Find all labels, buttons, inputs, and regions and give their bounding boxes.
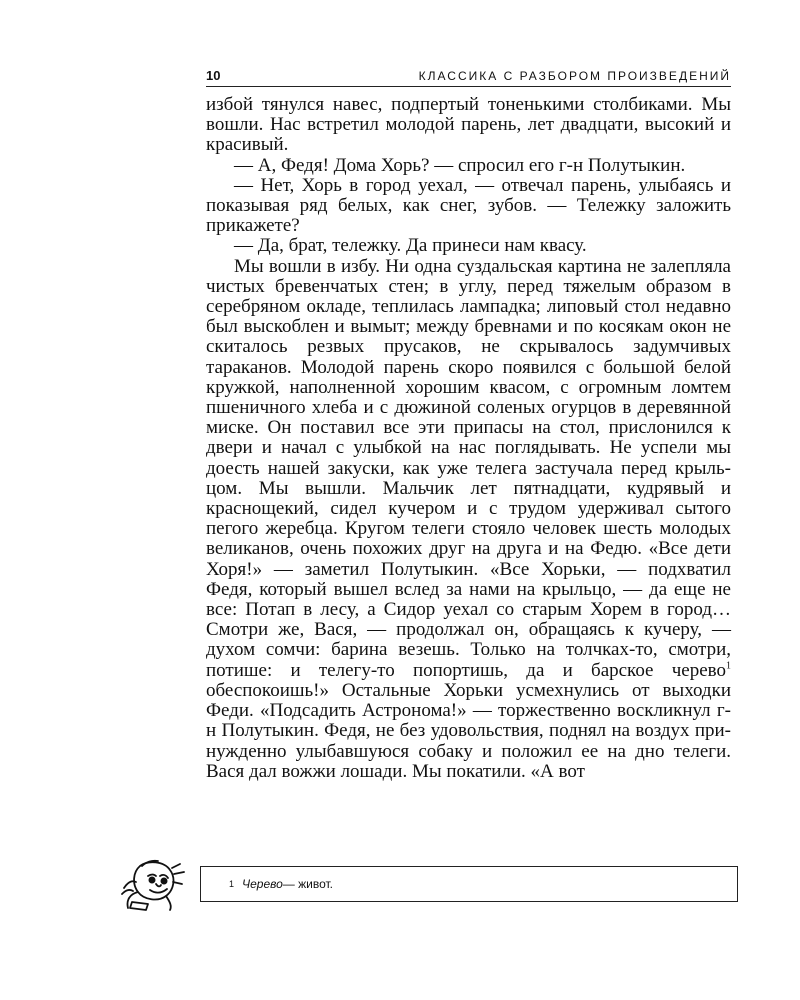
- page-content: [206, 68, 731, 782]
- footnote-reference[interactable]: 1: [726, 660, 731, 672]
- page-number: 10: [206, 68, 221, 83]
- footnote-term: Черево: [242, 877, 283, 891]
- running-title: КЛАССИКА С РАЗБОРОМ ПРОИЗВЕДЕНИЙ: [418, 69, 731, 83]
- paragraph: избой тянулся навес, подпертый тоненькими столбиками. Мы вошли. Нас встретил молодой парень, лет двадцати, высокий и красивый.: [206, 94, 731, 156]
- reading-character-icon: [118, 858, 188, 912]
- footnote-marker: 1: [229, 879, 235, 889]
- paragraph-text: обеспокоишь!» Остальные Хорьки усмехнулись от выходки Феди. «Подсадить Астронома!» — торжественно воскликнул г-н Полутыкин. Федя, не без удовольствия, поднял на воздух принужденно улыбавшуюся собаку и положил ее на дно телеги. Вася дал вожжи лошади. Мы покатили. «А вот: [206, 679, 731, 782]
- footnote-definition: — живот.: [282, 877, 334, 891]
- paragraph: — А, Федя! Дома Хорь? — спросил его г-н Полутыкин.: [234, 154, 686, 176]
- footnote: [200, 866, 738, 902]
- paragraph: — Да, брат, тележку. Да принеси нам квасу.: [234, 235, 587, 257]
- paragraph-text: Мы вошли в избу. Ни одна суздальская картина не залепляла чистых бревенчатых стен; в углу, перед тяжелым образом в серебряном окладе, теплилась лампадка; липовый стол недавно был выскоблен и вымыт; между бревнами и по косякам окон не скиталось резвых прусаков, не скрывалось задумчивых тараканов. Молодой парень скоро появился с большой белой кружкой, наполненной хорошим квасом, с огромным ломтем пшеничного хлеба и с дюжиной соленых огурцов в деревянной миске. Он поставил все эти припасы на стол, прислонился к двери и начал с улыбкой на нас поглядывать. Не успели мы доесть нашей закуски, как уже телега застучала перед крыльцом. Мы вышли. Мальчик лет пятнадцати, кудрявый и краснощекий, сидел кучером и с трудом удерживал сытого пегого жеребца. Кругом телеги стояло человек шесть молодых великанов, очень похожих друг на друга и на Федю. «Все дети Хоря!» — заметил Полутыкин. «Все Хорьки, — подхватил Федя, который вышел вслед за нами на крыльцо, — да еще не все: Потап в лесу, а Сидор уехал со старым Хорем в город… Смотри же, Вася, — продолжал он, обращаясь к кучеру, — духом сомчи: барина везешь. Только на толчках-то, смотри, потише: и телегу-то попортишь, да и барское черево: [206, 255, 731, 681]
- running-header: [206, 68, 731, 87]
- body-text: [206, 95, 731, 782]
- paragraph: [206, 257, 731, 782]
- paragraph: — Нет, Хорь в город уехал, — отвечал парень, улыбаясь и показывая ряд белых, как снег, зубов. — Тележку заложить прикажете?: [206, 174, 731, 237]
